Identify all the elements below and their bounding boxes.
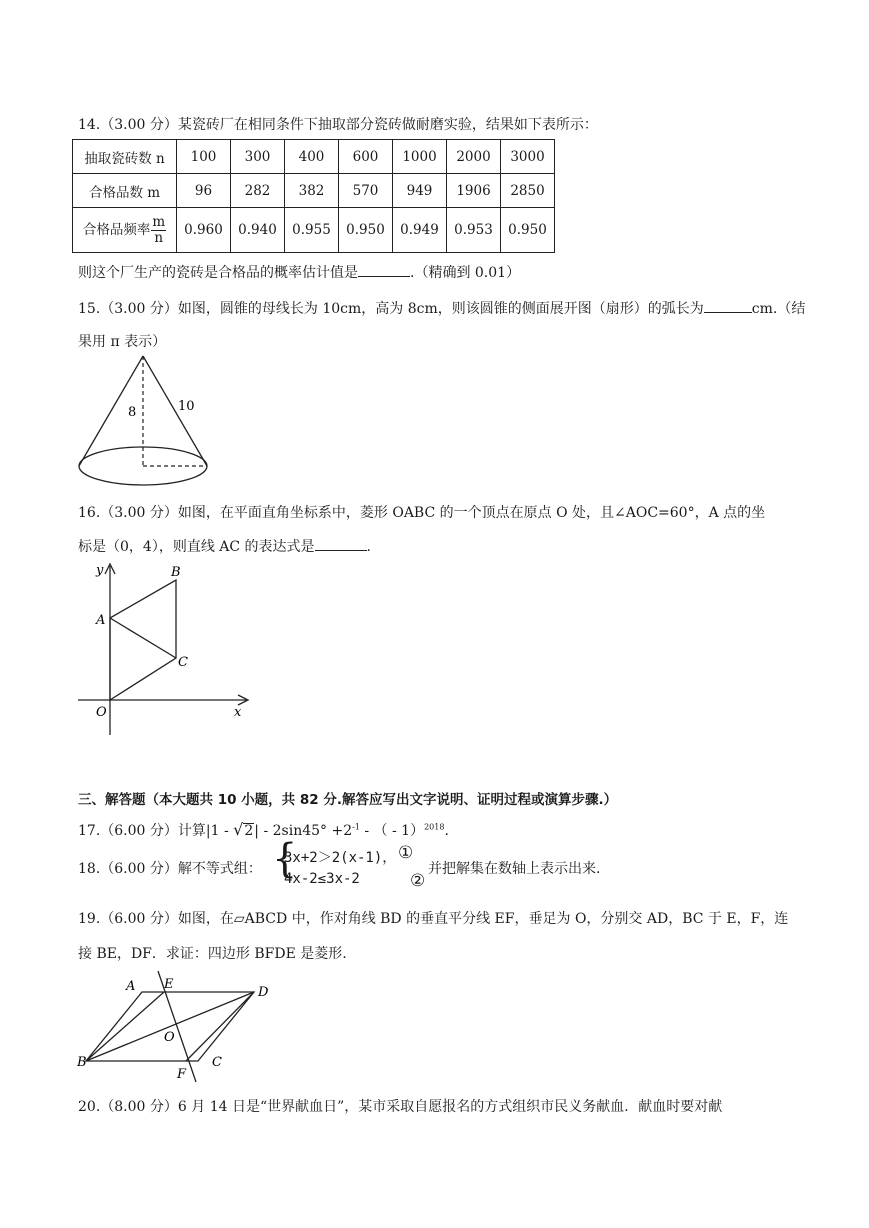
- table-cell: 100: [177, 140, 231, 174]
- answer-blank[interactable]: [315, 536, 367, 551]
- point-e-label: E: [164, 977, 174, 992]
- answer-blank[interactable]: [358, 262, 410, 277]
- row-header-frequency: [73, 208, 177, 253]
- q15-unit: cm.（结: [751, 301, 806, 317]
- segment-df: [186, 992, 254, 1061]
- q16-period: .: [366, 539, 371, 555]
- section-3-title: 三、解答题（本大题共 10 小题，共 82 分.解答应写出文字说明、证明过程或演算步骤.）: [78, 792, 618, 808]
- rhombus-oabc: [110, 580, 176, 700]
- q14-answer-line: [78, 262, 520, 282]
- table-cell: 1906: [447, 174, 501, 208]
- table-row: [73, 208, 555, 253]
- exponent-2018: 2018: [424, 822, 445, 832]
- parallelogram-figure: [74, 966, 284, 1086]
- segment-be: [86, 992, 164, 1061]
- row-header-m: 合格品数 m: [73, 174, 177, 208]
- table-cell: 282: [231, 174, 285, 208]
- point-a-label: A: [96, 613, 106, 628]
- q19-stem-line1: 19.（6.00 分）如图，在▱ABCD 中，作对角线 BD 的垂直平分线 EF，垂足为 O，分别交 AD，BC 于 E，F，连: [78, 911, 789, 927]
- table-cell: 96: [177, 174, 231, 208]
- table-cell: 600: [339, 140, 393, 174]
- table-cell: 0.950: [501, 208, 555, 253]
- row-header-label: 合格品频率: [82, 221, 151, 238]
- fraction-denominator: n: [154, 229, 164, 246]
- q15-text: 15.（3.00 分）如图，圆锥的母线长为 10cm，高为 8cm，则该圆锥的侧面展开图（扇形）的弧长为: [78, 301, 704, 317]
- row-header-n: 抽取瓷砖数 n: [73, 140, 177, 174]
- q14-frequency-table: [72, 139, 555, 253]
- left-brace: {: [272, 836, 298, 882]
- q17-text-b: | - 2sin45° +2: [254, 823, 353, 839]
- point-o-label: O: [96, 705, 107, 720]
- q16-stem-line2: [78, 536, 371, 556]
- fraction-numerator: m: [152, 213, 166, 230]
- table-cell: 2000: [447, 140, 501, 174]
- fraction-m-over-n: [151, 215, 166, 246]
- point-b-label: B: [77, 1055, 87, 1070]
- q20-stem-line1: 20.（8.00 分）6 月 14 日是“世界献血日”，某市采取自愿报名的方式组织市民义务献血．献血时要对献: [78, 1099, 723, 1115]
- diagonal-bd: [86, 992, 254, 1061]
- table-cell: 0.949: [393, 208, 447, 253]
- q18-lead: 18.（6.00 分）解不等式组：: [78, 861, 262, 877]
- q17-text-d: .: [444, 823, 449, 839]
- sqrt-sign: √: [233, 820, 244, 839]
- slant-label: 10: [178, 399, 195, 414]
- exponent-neg1: -1: [352, 822, 360, 832]
- height-label: 8: [128, 405, 137, 420]
- cone-figure: [72, 352, 217, 490]
- y-label: y: [96, 563, 104, 578]
- table-cell: 949: [393, 174, 447, 208]
- table-cell: 400: [285, 140, 339, 174]
- q15-stem-line1: [78, 298, 805, 318]
- table-cell: 0.940: [231, 208, 285, 253]
- q17-text-c: - （ - 1）: [359, 823, 425, 839]
- point-b-label: B: [171, 565, 181, 580]
- table-cell: 0.955: [285, 208, 339, 253]
- q16-text: 标是（0，4），则直线 AC 的表达式是: [78, 539, 315, 555]
- table-row: [73, 140, 555, 174]
- table-cell: 0.953: [447, 208, 501, 253]
- inequality-2: 4x-2≤3x-2: [284, 871, 360, 887]
- point-a-label: A: [126, 979, 136, 994]
- q17-stem: [78, 820, 449, 840]
- circled-two: ②: [410, 871, 426, 891]
- point-f-label: F: [177, 1067, 187, 1082]
- q18-tail: 并把解集在数轴上表示出来.: [428, 861, 601, 877]
- sqrt-argument: 2: [244, 823, 254, 839]
- x-label: x: [234, 705, 242, 720]
- table-cell: 0.960: [177, 208, 231, 253]
- q17-text-a: 17.（6.00 分）计算|1 -: [78, 823, 234, 839]
- table-cell: 300: [231, 140, 285, 174]
- rhombus-coordinate-figure: [74, 560, 254, 740]
- q14-stem: 14.（3.00 分）某瓷砖厂在相同条件下抽取部分瓷砖做耐磨实验，结果如下表所示：: [78, 117, 598, 133]
- answer-blank[interactable]: [704, 298, 752, 313]
- table-cell: 570: [339, 174, 393, 208]
- q14-tail-text: 则这个厂生产的瓷砖是合格品的概率估计值是: [78, 265, 358, 281]
- q19-stem-line2: 接 BE，DF．求证：四边形 BFDE 是菱形.: [78, 946, 347, 962]
- diagonal-ac: [110, 618, 176, 658]
- q15-stem-line2: 果用 π 表示）: [78, 334, 167, 350]
- table-cell: 3000: [501, 140, 555, 174]
- table-cell: 382: [285, 174, 339, 208]
- point-d-label: D: [258, 985, 269, 1000]
- inequality-1: 3x+2＞2(x-1)，: [284, 850, 397, 866]
- point-o-label: O: [164, 1030, 175, 1045]
- q16-stem-line1: 16.（3.00 分）如图，在平面直角坐标系中，菱形 OABC 的一个顶点在原点 O 处，且∠AOC=60°，A 点的坐: [78, 505, 766, 521]
- point-c-label: C: [178, 655, 188, 670]
- table-cell: 2850: [501, 174, 555, 208]
- point-c-label: C: [212, 1055, 222, 1070]
- circled-one: ①: [398, 843, 414, 863]
- q14-tail-note: .（精确到 0.01）: [410, 265, 521, 281]
- table-row: [73, 174, 555, 208]
- table-cell: 0.950: [339, 208, 393, 253]
- table-cell: 1000: [393, 140, 447, 174]
